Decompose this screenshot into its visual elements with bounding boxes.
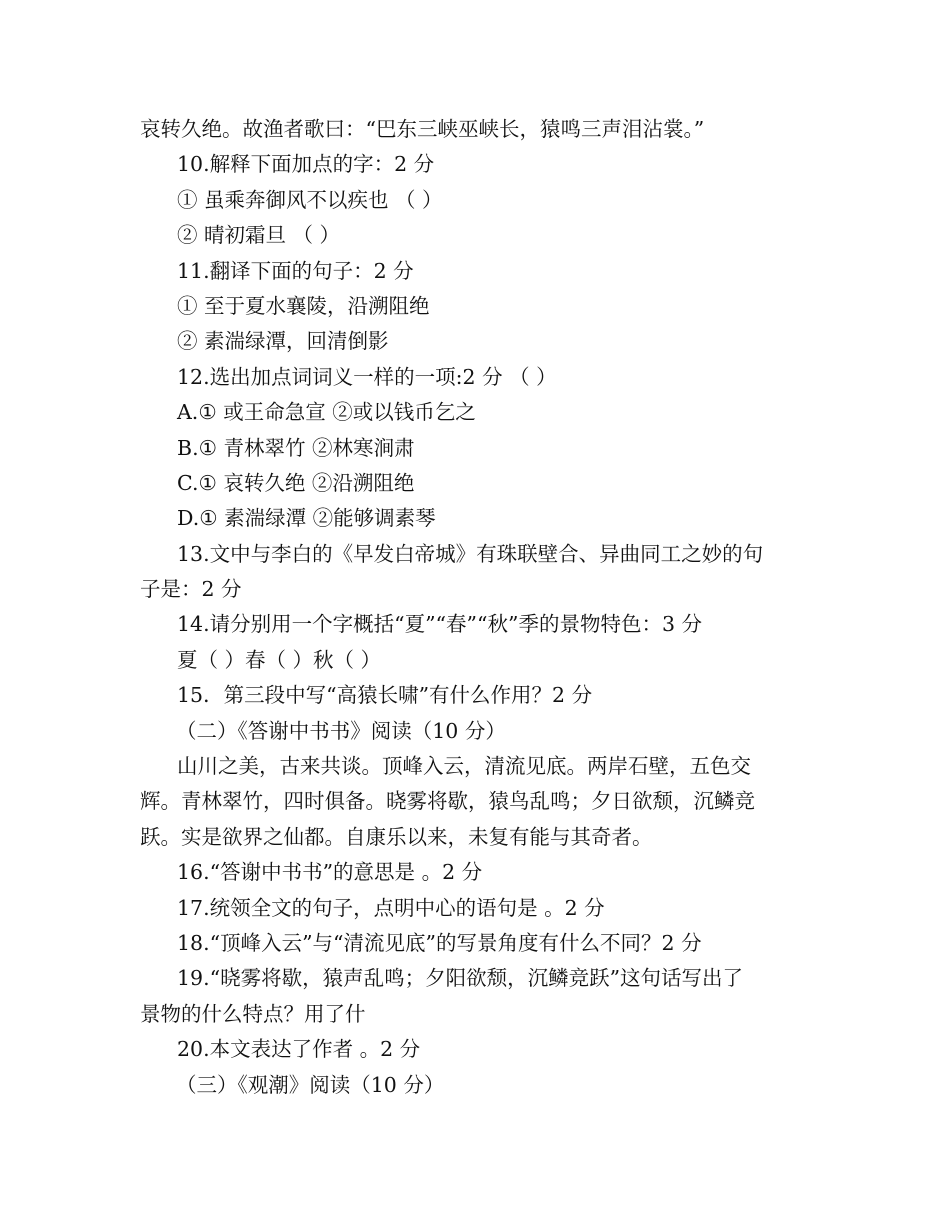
section-heading-3: （三）《观潮》阅读（10 分）: [176, 1072, 445, 1097]
question-10-item-2: ② 晴初霜旦 （ ）: [177, 223, 341, 248]
question-11: 11.翻译下面的句子：2 分: [177, 258, 414, 283]
section-heading-2: （二）《答谢中书书》阅读（10 分）: [176, 718, 506, 743]
question-11-item-2: ② 素湍绿潭，回清倒影: [177, 329, 389, 354]
question-10: 10.解释下面加点的字：2 分: [177, 152, 435, 177]
question-18: 18.“顶峰入云”与“清流见底”的写景角度有什么不同？2 分: [177, 930, 702, 955]
question-12-option-c: C.① 哀转久绝 ②沿溯阻绝: [177, 470, 415, 495]
question-12: 12.选出加点词词义一样的一项:2 分 （ ）: [177, 364, 557, 389]
question-15: 15．第三段中写“高猿长啸”有什么作用？2 分: [177, 683, 593, 708]
passage-line: 山川之美，古来共谈。顶峰入云，清流见底。两岸石壁，五色交: [177, 754, 751, 779]
question-13-continued: 子是：2 分: [140, 577, 242, 602]
question-19: 19.“晓雾将歇，猿声乱鸣；夕阳欲颓，沉鳞竞跃”这句话写出了: [177, 966, 744, 991]
passage-line: 跃。实是欲界之仙都。自康乐以来，未复有能与其奇者。: [140, 824, 653, 849]
document-body: [140, 112, 820, 1103]
question-12-option-a: A.① 或王命急宣 ②或以钱币乞之: [177, 400, 476, 425]
question-11-item-1: ① 至于夏水襄陵，沿溯阻绝: [177, 293, 430, 318]
question-12-option-d: D.① 素湍绿潭 ②能够调素琴: [177, 506, 436, 531]
question-13: 13.文中与李白的《早发白帝城》有珠联壁合、异曲同工之妙的句: [177, 541, 764, 566]
question-14-answer-blanks: 夏（ ）春（ ）秋（ ）: [177, 647, 382, 672]
question-17: 17.统领全文的句子，点明中心的语句是 。2 分: [177, 895, 605, 920]
question-14: 14.请分别用一个字概括“夏”“春”“秋”季的景物特色：3 分: [177, 612, 703, 637]
question-10-item-1: ① 虽乘奔御风不以疾也 （ ）: [177, 187, 443, 212]
question-12-option-b: B.① 青林翠竹 ②林寒涧肃: [177, 435, 415, 460]
question-19-continued: 景物的什么特点？用了什: [140, 1001, 366, 1026]
question-20: 20.本文表达了作者 。2 分: [177, 1037, 421, 1062]
passage-line: 哀转久绝。故渔者歌曰：“巴东三峡巫峡长，猿鸣三声泪沾裳。”: [140, 117, 705, 141]
passage-line: 辉。青林翠竹，四时俱备。晓雾将歇，猿鸟乱鸣；夕日欲颓，沉鳞竞: [140, 789, 755, 814]
question-16: 16.“答谢中书书”的意思是 。2 分: [177, 860, 483, 885]
